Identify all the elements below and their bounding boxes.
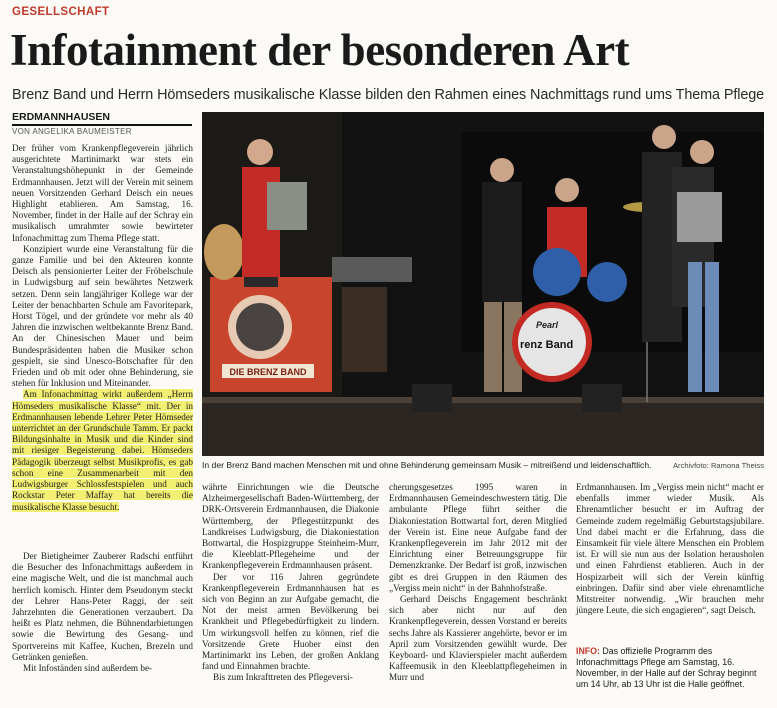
headline: Infotainment der besonderen Art [10,25,630,75]
highlight-marker: Am Infonachmittag wirkt außerdem „Herrn Hömseders musikalische Klasse“ mit. Der in Erdmannhausen lebende Lehrer Peter Hömseder unterrichtet an der Grundschule Tamm. Er packt Bildungsinhalte in Musik und die Kinder sind mit riesiger Begeisterung dabei. Hömseders Pädagogik überzeugt selbst Musikprofis, es gab schon eine Zusammenarbeit mit den Ludwigsburger Schlossfestspielen und auch Rockstar Peter Maffay hat bereits die musikalische Klasse besucht. [12,389,193,512]
paragraph: Erdmannhausen. Im „Vergiss mein nicht“ macht er ebenfalls immer wieder Musik. Als Ehrenamtlicher besucht er im Auftrag der Gemeinde zudem regelmäßig Geburtstagsjubilare. Und dabei macht er die Erfahrung, dass die Einsamkeit für viele ältere Menschen ein Problem ist. Er will sie nun aus der Isolation herausholen und einen Fahrdienst etablieren. Auch in der Hospizarbeit will sich der Verein künftig einbringen. Dafür sind aber viele ehrenamtliche Mitstreiter notwendig. „Wir brauchen mehr jüngere Leute, die sich engagieren“, sagt Deisch. [576,482,764,616]
paragraph: Mit Infoständen sind außerdem be- [23,663,153,674]
photo-caption: In der Brenz Band machen Menschen mit und ohne Behinderung gemeinsam Musik – mitreißend und leidenschaftlich. [202,460,652,470]
subheadline: Brenz Band und Herrn Hömseders musikalische Klasse bilden den Rahmen eines Nachmittags rund ums Thema Pflege [12,87,765,103]
info-label: INFO: [576,646,600,656]
byline: VON ANGELIKA BAUMEISTER [12,127,132,136]
paragraph: cherungsgesetzes 1995 waren in Erdmannhausen Gemeindeschwestern tätig. Die ambulante Pflege führt seither die Diakoniestation Bottwartal fort, deren Mitglied der Verein ist. Eine neue Aufgabe fand der Krankenpflegeverein im Jahr 2012 mit der Einrichtung einer Betreuungsgruppe für Demenzkranke. Der Bedarf ist groß, inzwischen gibt es drei Gruppen in den Räumen des „Vergiss mein nicht“ in der Bahnhofstraße. [389,482,567,593]
info-text: Das offizielle Programm des Infonachmittags Pflege am Samstag, 16. November, in der Halle auf der Schray beginnt um 14 Uhr, ab 13 Uhr ist die Halle geöffnet. [576,646,757,689]
paragraph: Der Bietigheimer Zauberer Radschi entführt die Besucher des Infonachmittags außerdem in eine magische Welt, und die ist manchmal auch herrlich komisch. Hinter dem Pseudonym steckt der Lehrer Hans-Peter Raggi, der seit Jahrzehnten die Generationen verzaubert. Da heißt es Platz nehmen, die Bühnendarbietungen sowie die Bewirtung des Gesang- und Sportvereins mit Kaffee, Kuchen, Brezeln und Getränken genießen. [12,551,193,662]
band-photo [202,112,764,456]
article-column-1-bottom [12,551,193,674]
article-column-3 [389,482,567,684]
article-column-2 [202,482,379,684]
article-column-1 [12,143,193,513]
dateline: ERDMANNHAUSEN [12,111,111,123]
section-rubric: GESELLSCHAFT [12,6,110,18]
paragraph: Der vor 116 Jahren gegründete Krankenpflegeverein Erdmannhausen hat es sich von Beginn an zur Aufgabe gemacht, die Not der meist armen Bevölkerung bei Krankheit und Pflegebedürftigkeit zu lindern. Um wirkungsvoll helfen zu können, rief die Vorsitzende Grete Huober einst den Martinimarkt ins Leben, der großen Anklang fand und Einnahmen brachte. [202,571,379,672]
paragraph: währte Einrichtungen wie die Deutsche Alzheimergesellschaft Baden-Württemberg, der DRK-Ortsverein Erdmannhausen, die Diakonie Württemberg, der Pflegestützpunkt des Landkreises Ludwigsburg, die Diakoniestation Bottwartal, die Hospizgruppe Steinheim-Murr, die Kleeblatt-Pflegeheime und der Krankenpflegeverein Erdmannhausen präsent. [202,482,379,571]
info-box [576,646,764,690]
highlighted-paragraph [12,389,193,512]
dateline-rule [12,124,192,126]
paragraph: Bis zum Inkrafttreten des Pflegeversi- [213,672,353,683]
paragraph: Konzipiert wurde eine Veranstaltung für die ganze Familie und bei den Akteuren konnte Deisch als pensionierter Leiter der Fröbelschule in Ludwigsburg auf sein bewährtes Netzwerk setzen. Denn sein langjähriger Kollege war der Leiter der benachbarten Schule am Favoritepark, Horst Tögel, und der gründete vor mehr als 40 Jahren die inzwischen weltbekannte Brenz Band. An der Chinesischen Mauer und beim Bundespräsidenten haben die Musiker schon gespielt, sie sind Unesco-Botschafter für den Frieden und ob mit oder ohne Behinderung, sie stehen für Inklusion und Miteinander. [12,243,193,389]
paragraph: Der früher vom Krankenpflegeverein jährlich ausgerichtete Martinimarkt war stets ein Veranstaltungshöhepunkt in der Gemeinde Erdmannhausen. Jetzt will der Verein mit seinem neuen Vorsitzenden Gerhard Deisch ein neues Highlight etablieren. Am Samstag, 16. November, findet in der Halle auf der Schray ein musikalisch umrahmter sowie bewirteter Infonachmittag zum Thema Pflege statt. [12,143,193,243]
article-column-4 [576,482,764,616]
stage-illustration [202,112,764,456]
photo-credit: Archivfoto: Ramona Theiss [672,461,764,470]
drum-brand: Pearl [536,320,559,330]
banner-text: DIE BRENZ BAND [229,367,307,377]
drum-text: renz Band [520,339,574,351]
paragraph: Gerhard Deischs Engagement beschränkt sich aber nicht nur auf den Krankenpflegeverein, dessen Vorstand er bereits sechs Jahre als Kassierer angehörte, bevor er im April zum Vorsitzenden gewählt wurde. Der Keyboard- und Klavierspieler macht außerdem Kaffeemusik in den Kleeblattpflegeheimen in Murr und [389,594,567,683]
